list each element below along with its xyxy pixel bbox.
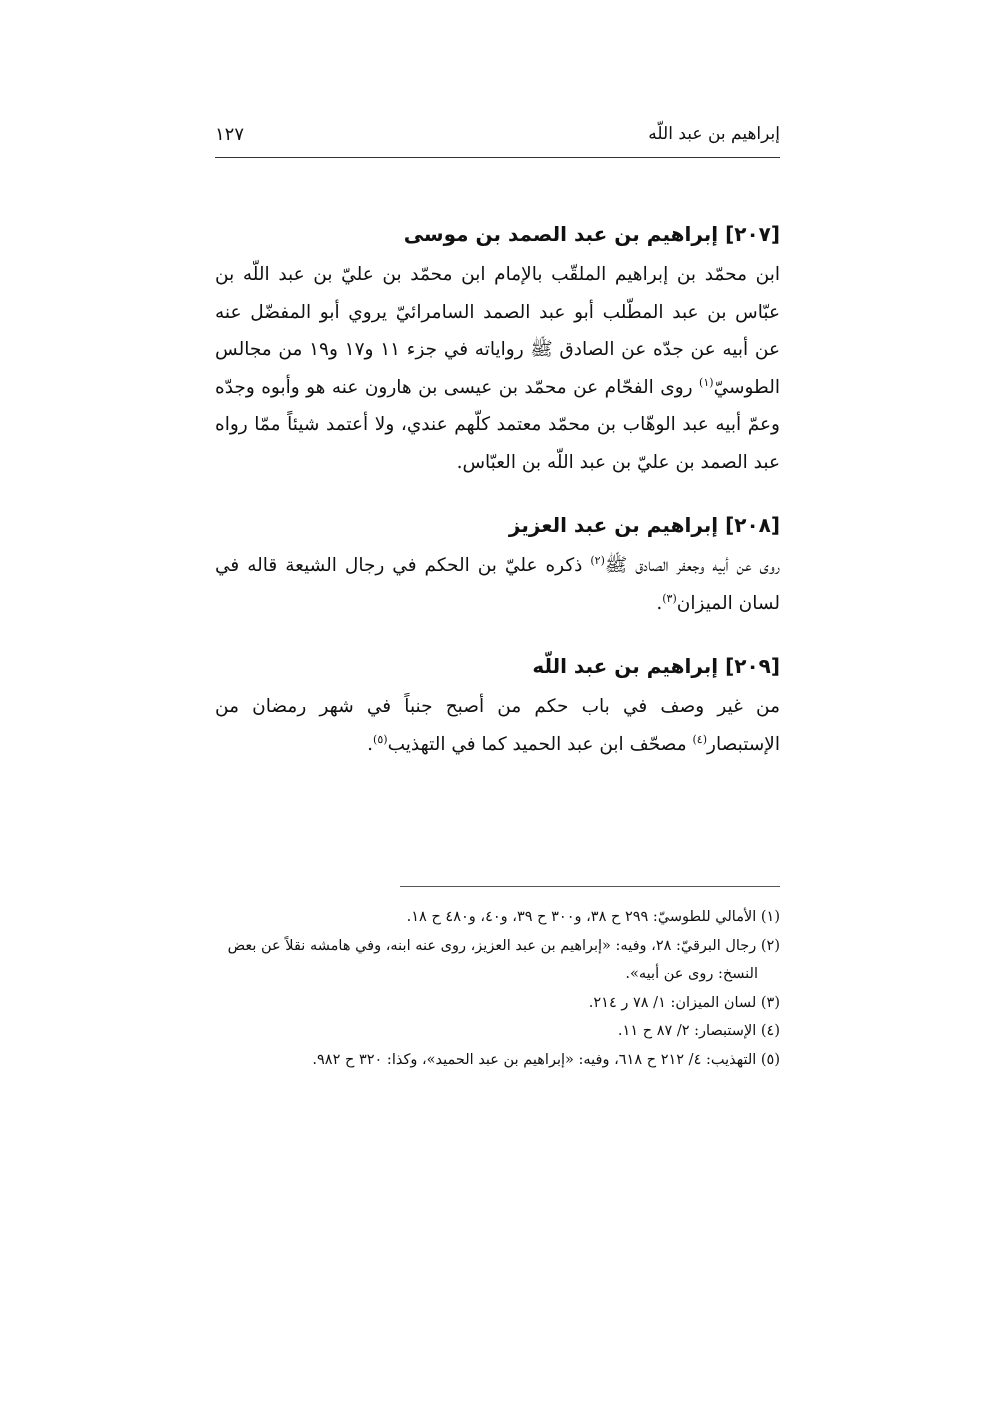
running-header (215, 118, 780, 154)
header-divider (215, 157, 780, 158)
entry-text-segment: روى الفحّام عن محمّد بن عيسى بن هارون عنه هو وأبوه وجدّه وعمّ أبيه عبد الوهّاب بن محمّد معتمد كلّهم عندي، ولا أعتمد شيئاً ممّا رواه عبد الصمد بن عليّ بن عبد اللّه بن العبّاس. (215, 376, 780, 473)
footnote-divider (400, 886, 780, 887)
footnote-4 (215, 1017, 780, 1046)
entry-text-segment: ابن محمّد بن إبراهيم الملقّب بالإمام ابن محمّد بن عليّ بن عبد اللّه بن عبّاس بن عبد المطّلب أبو عبد الصمد السامرائيّ يروي أبو المفضّل عنه عن أبيه عن جدّه عن الصادق ﷺ رواياته في جزء ١١ و١٧ و١٩ من مجالس الطوسيّ (215, 264, 780, 398)
footnote-marker: (٤) (692, 732, 708, 746)
entry-text-segment: . (367, 733, 374, 755)
footnote-text: (١) الأمالي للطوسيّ: ٢٩٩ ح ٣٨، و٣٠٠ ح ٣٩، و٤٠، و٤٨٠ ح ١٨. (406, 909, 780, 925)
footnote-marker: (٢) (590, 553, 605, 567)
footnote-1 (215, 903, 780, 932)
entry-heading: [٢٠٨] إبراهيم بن عبد العزيز (508, 513, 780, 537)
footnote-3 (215, 989, 780, 1018)
footnote-text: (٤) الإستبصار: ٢/ ٨٧ ح ١١. (617, 1023, 780, 1039)
entry-208 (215, 503, 780, 622)
entry-paragraph (215, 547, 780, 622)
entry-text-segment: من غير وصف في باب حكم من أصبح جنباً في شهر رمضان من الإستبصار (215, 696, 780, 755)
entry-207 (215, 212, 780, 481)
entry-text-segment: ذكره عليّ بن الحكم في رجال الشيعة قاله في لسان الميزان (215, 555, 780, 614)
footnote-text: (٣) لسان الميزان: ١/ ٧٨ ر ٢١٤. (588, 994, 780, 1011)
entry-text-segment: مصحّف ابن عبد الحميد كما في التهذيب (387, 733, 693, 755)
entry-text-segment: روى عن أبيه وجعفر الصادق ﷺ (604, 555, 780, 576)
entry-heading: [٢٠٧] إبراهيم بن عبد الصمد بن موسى (403, 222, 780, 246)
footnote-5 (215, 1046, 780, 1075)
footnotes (215, 903, 780, 1074)
entry-paragraph (215, 256, 780, 481)
footnote-2 (215, 932, 780, 989)
footnote-marker: (٥) (373, 732, 388, 746)
entry-paragraph (215, 688, 780, 763)
footnote-continuation: النسخ: روى عن أبيه». (625, 966, 758, 982)
page-number: ١٢٧ (215, 124, 245, 145)
running-title: إبراهيم بن عبد اللّه (648, 124, 780, 144)
main-text (215, 212, 780, 785)
footnote-text: (٥) التهذيب: ٤/ ٢١٢ ح ٦١٨، وفيه: «إبراهيم بن عبد الحميد»، وكذا: ٣٢٠ ح ٩٨٢. (312, 1051, 780, 1068)
entry-heading: [٢٠٩] إبراهيم بن عبد اللّه (532, 654, 780, 678)
footnote-text: (٢) رجال البرقيّ: ٢٨، وفيه: «إبراهيم بن عبد العزيز، روى عنه ابنه، وفي هامشه نقلاً عن بعض (227, 937, 780, 954)
entry-text-segment: . (656, 592, 663, 614)
footnote-marker: (١) (699, 375, 714, 389)
footnote-marker: (٣) (662, 591, 677, 605)
entry-209 (215, 644, 780, 763)
